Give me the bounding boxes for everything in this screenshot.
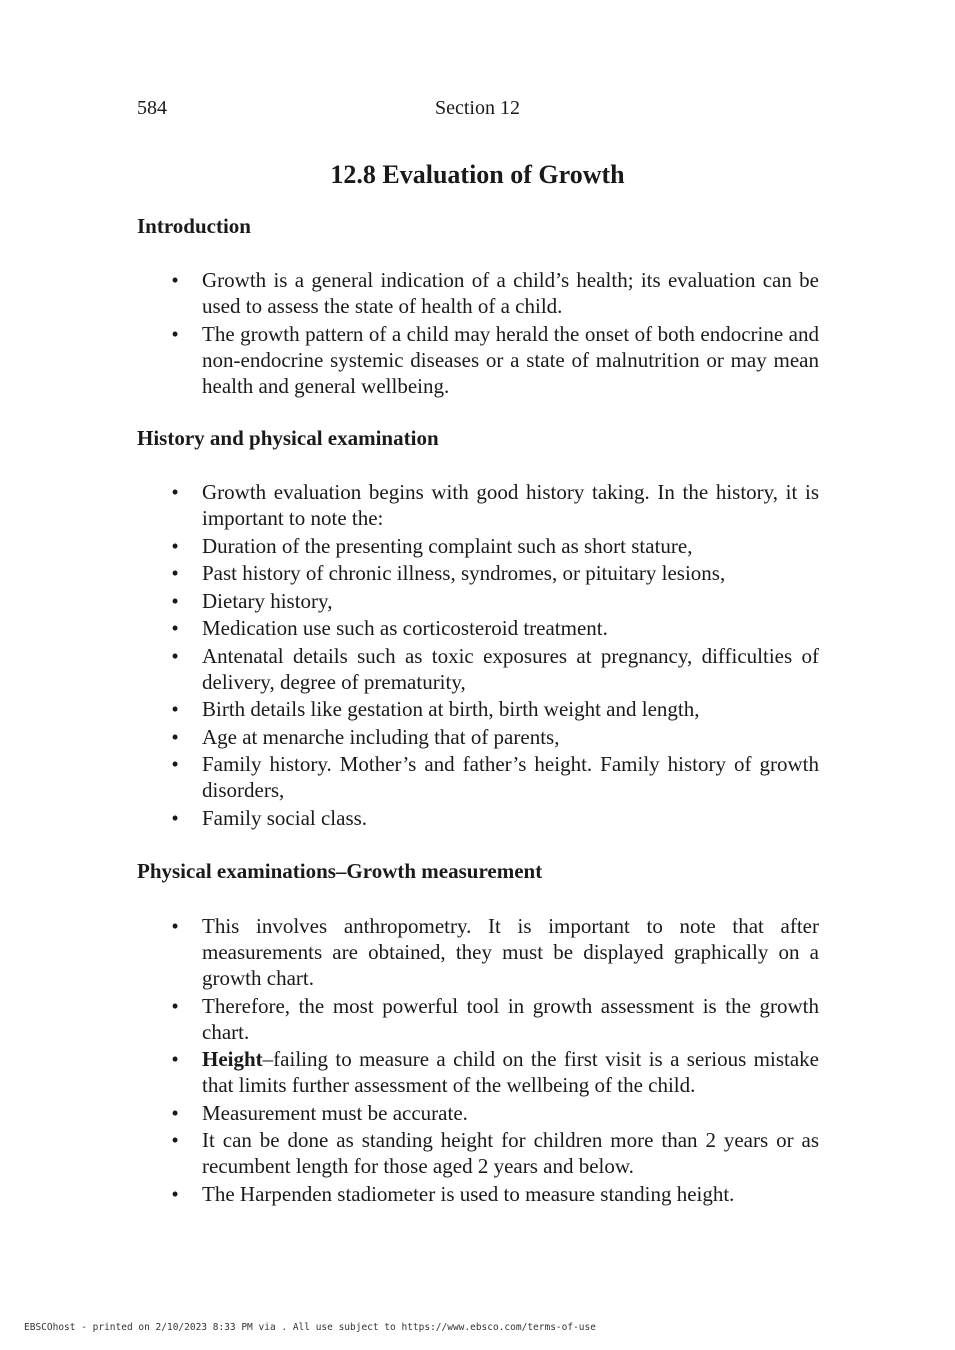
list-item-text: Antenatal details such as toxic exposures at pregnancy, difficulties of delivery, degree of prematurity, [202, 643, 819, 694]
bullet-icon: • [171, 561, 179, 585]
list-item-text: This involves anthropometry. It is important to note that after measurements are obtained, they must be displayed graphically on a growth chart. [202, 914, 819, 990]
list-item [167, 1046, 819, 1098]
bullet-icon: • [171, 268, 179, 292]
bullet-icon: • [171, 480, 179, 504]
growth-measurement-bullet-list [167, 913, 819, 1208]
chapter-title: 12.8 Evaluation of Growth [330, 160, 625, 189]
list-item-text: Therefore, the most powerful tool in growth assessment is the growth chart. [202, 993, 819, 1044]
history-bullet-list [167, 479, 819, 832]
list-item-text: Duration of the presenting complaint such as short stature, [202, 533, 693, 558]
bullet-icon: • [171, 616, 179, 640]
list-item-text: Growth is a general indication of a child’s health; its evaluation can be used to assess the state of health of a child. [202, 268, 819, 318]
list-item-text: Age at menarche including that of parents, [202, 724, 560, 749]
list-item-text: The growth pattern of a child may herald the onset of both endocrine and non-endocrine systemic diseases or a state of malnutrition or may mean health and general wellbeing. [202, 321, 819, 398]
bullet-icon: • [171, 1100, 179, 1125]
bullet-icon: • [171, 1128, 179, 1152]
list-item [167, 724, 819, 750]
list-item [167, 643, 819, 695]
list-item-text: Dietary history, [202, 588, 333, 613]
section-heading-history: History and physical examination [137, 426, 439, 450]
introduction-bullet-list [167, 267, 819, 400]
list-item-text: Birth details like gestation at birth, birth weight and length, [202, 697, 700, 721]
list-item [167, 1181, 819, 1207]
list-item [167, 533, 819, 559]
bullet-icon: • [171, 993, 179, 1018]
bullet-icon: • [171, 697, 179, 721]
list-item-text: Family social class. [202, 805, 368, 830]
page-number: 584 [137, 97, 167, 119]
list-item [167, 913, 819, 991]
list-item [167, 588, 819, 614]
print-footer: EBSCOhost - printed on 2/10/2023 8:33 PM via . All use subject to https://www.ebsco.com/terms-of-use [24, 1322, 596, 1333]
bullet-icon: • [171, 752, 179, 776]
list-item [167, 696, 819, 722]
bullet-icon: • [171, 724, 179, 749]
list-item-text: Measurement must be accurate. [202, 1100, 468, 1125]
list-item [167, 267, 819, 319]
list-item [167, 1127, 819, 1179]
bullet-icon: • [171, 643, 179, 668]
bullet-icon: • [171, 321, 179, 346]
list-item [167, 751, 819, 803]
list-item-text: Medication use such as corticosteroid treatment. [202, 616, 608, 640]
list-item-text: Family history. Mother’s and father’s height. Family history of growth disorders, [202, 752, 819, 802]
list-item-text: Past history of chronic illness, syndromes, or pituitary lesions, [202, 561, 726, 585]
list-item-text: –failing to measure a child on the first visit is a serious mistake that limits further assessment of the wellbeing of the child. [202, 1047, 819, 1097]
section-heading-introduction: Introduction [137, 214, 251, 238]
bullet-icon: • [171, 1047, 179, 1071]
list-item-bold-term: Height [202, 1047, 263, 1071]
list-item [167, 479, 819, 531]
list-item-text: The Harpenden stadiometer is used to measure standing height. [202, 1181, 735, 1206]
section-heading-growth-measurement: Physical examinations–Growth measurement [137, 859, 543, 883]
list-item [167, 993, 819, 1045]
bullet-icon: • [171, 805, 179, 830]
bullet-icon: • [171, 1181, 179, 1206]
list-item-text: It can be done as standing height for children more than 2 years or as recumbent length for those aged 2 years and below. [202, 1128, 819, 1178]
running-head: Section 12 [435, 97, 520, 119]
list-item [167, 560, 819, 586]
list-item-text: Growth evaluation begins with good history taking. In the history, it is important to note the: [202, 480, 819, 530]
bullet-icon: • [171, 914, 179, 938]
bullet-icon: • [171, 588, 179, 613]
bullet-icon: • [171, 533, 179, 558]
list-item [167, 615, 819, 641]
list-item [167, 321, 819, 399]
list-item [167, 805, 819, 831]
list-item [167, 1100, 819, 1126]
